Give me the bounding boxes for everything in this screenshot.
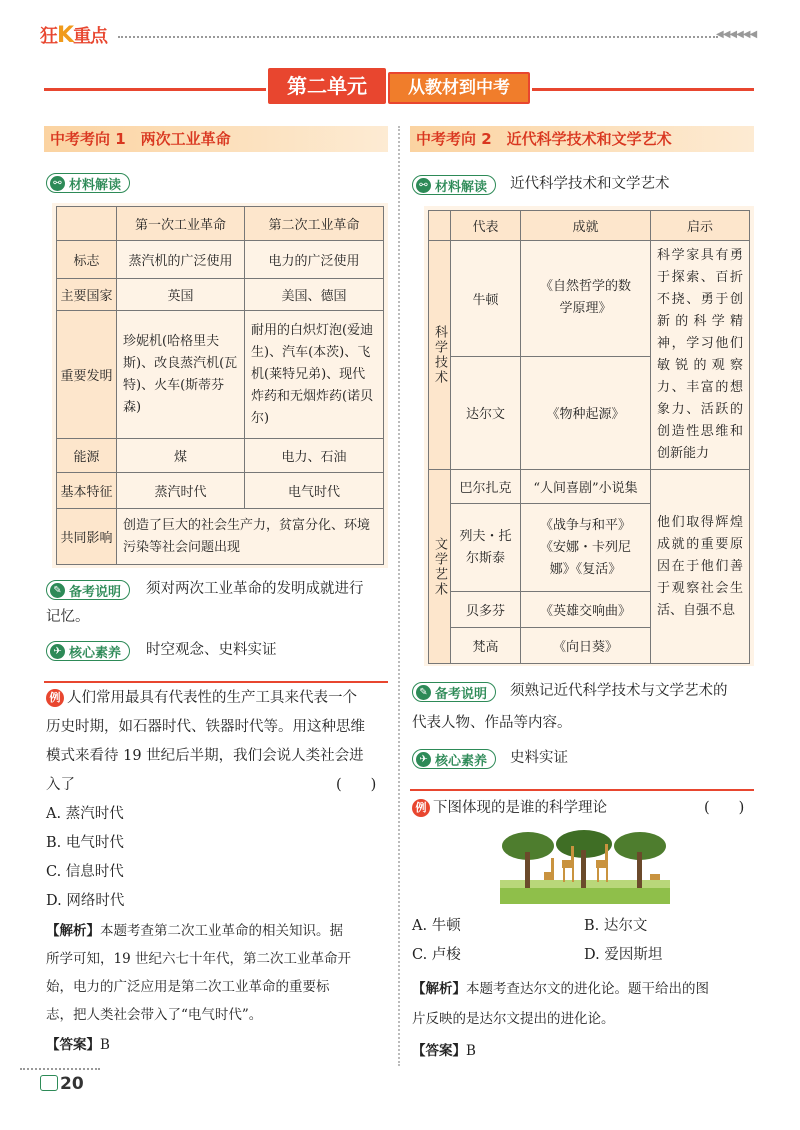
right-option-c[interactable]: C. 卢梭 — [412, 947, 461, 963]
table-cell: 蒸汽机的广泛使用 — [117, 241, 245, 279]
option-c[interactable]: C. 信息时代 — [46, 864, 124, 880]
table-cell: 《自然哲学的数学原理》 — [521, 241, 651, 357]
row-label: 基本特征 — [57, 473, 117, 509]
example-icon: 例 — [412, 799, 430, 817]
group-science: 科学技术 — [429, 241, 451, 470]
science-arts-table — [428, 210, 750, 664]
giraffe-trees-illustration — [500, 830, 670, 904]
unit-rule-right — [532, 88, 754, 91]
book-icon — [40, 1075, 58, 1091]
left-question-line1: 例 人们常用最具有代表性的生产工具来代表一个 — [46, 684, 357, 713]
left-note-tag: ✎ 备考说明 — [46, 580, 130, 600]
right-answer: 【答案】B — [412, 1043, 476, 1059]
table-cell: 煤 — [117, 439, 245, 473]
header-dotted-line — [118, 36, 718, 38]
right-analysis-line1: 【解析】本题考查达尔文的进化论。题干给出的图 — [412, 981, 709, 997]
right-note-line2: 代表人物、作品等内容。 — [412, 715, 572, 731]
table-cell: 梵高 — [451, 628, 521, 664]
insight-arts: 他们取得辉煌成就的重要原因在于他们善于观察社会生活、自强不息 — [651, 470, 750, 664]
column-divider — [398, 126, 400, 1066]
table-cell: 牛顿 — [451, 241, 521, 357]
left-section-title: 中考考向 1 两次工业革命 — [44, 126, 388, 152]
right-option-a[interactable]: A. 牛顿 — [412, 918, 461, 934]
right-note-line1: 须熟记近代科学技术与文学艺术的 — [510, 683, 728, 699]
satellite-icon: ✈ — [416, 752, 431, 767]
header-arrows-icon: ◀◀◀◀◀◀ — [716, 29, 757, 40]
right-analysis-line2: 片反映的是达尔文提出的进化论。 — [412, 1011, 615, 1027]
unit-subtitle: 从教材到中考 — [388, 72, 530, 104]
col-header-first: 第一次工业革命 — [117, 207, 245, 241]
info-icon: ✎ — [416, 685, 431, 700]
right-example-rule — [410, 789, 754, 791]
table-cell: 英国 — [117, 279, 245, 311]
table-cell: 蒸汽时代 — [117, 473, 245, 509]
table-cell: 耐用的白炽灯泡(爱迪生)、汽车(本茨)、飞机(莱特兄弟)、现代炸药和无烟炸药(诺贝尔) — [245, 311, 384, 439]
right-option-b[interactable]: B. 达尔文 — [584, 918, 648, 934]
left-question-line3: 模式来看待 19 世纪后半期，我们会说人类社会进 — [46, 748, 364, 764]
right-material-text: 近代科学技术和文学艺术 — [510, 176, 670, 192]
table-cell: 达尔文 — [451, 356, 521, 469]
col-header-second: 第二次工业革命 — [245, 207, 384, 241]
table-cell: 《战争与和平》《安娜・卡列尼娜》《复活》 — [521, 504, 651, 592]
option-a[interactable]: A. 蒸汽时代 — [46, 806, 124, 822]
right-note-tag: ✎ 备考说明 — [412, 682, 496, 702]
left-answer-bracket: ( ) — [336, 777, 377, 793]
satellite-icon: ✈ — [50, 644, 65, 659]
left-analysis-line1: 【解析】本题考查第二次工业革命的相关知识。据 — [46, 923, 343, 939]
left-core-tag: ✈ 核心素养 — [46, 641, 130, 661]
brand-logo: 狂K重点 — [40, 23, 108, 48]
link-icon: ⚯ — [50, 176, 65, 191]
table-cell: 《向日葵》 — [521, 628, 651, 664]
row-label: 重要发明 — [57, 311, 117, 439]
right-answer-bracket: ( ) — [704, 800, 745, 816]
example-icon: 例 — [46, 689, 64, 707]
table-cell: 《物种起源》 — [521, 356, 651, 469]
table-corner — [429, 211, 451, 241]
unit-rule-left — [44, 88, 266, 91]
footer-dotted-line — [20, 1068, 100, 1070]
table-cell: 贝多芬 — [451, 592, 521, 628]
right-core-tag: ✈ 核心素养 — [412, 749, 496, 769]
row-label: 能源 — [57, 439, 117, 473]
left-answer: 【答案】B — [46, 1037, 110, 1053]
col-header-rep: 代表 — [451, 211, 521, 241]
table-cell: 电力、石油 — [245, 439, 384, 473]
left-question-line4: 入了 — [46, 777, 75, 793]
info-icon: ✎ — [50, 583, 65, 598]
row-label: 标志 — [57, 241, 117, 279]
left-analysis-line4: 志，把人类社会带入了“电气时代”。 — [46, 1007, 263, 1023]
col-header-achv: 成就 — [521, 211, 651, 241]
col-header-insight: 启示 — [651, 211, 750, 241]
left-analysis-line3: 始，电力的广泛应用是第二次工业革命的重要标 — [46, 979, 330, 995]
right-core-text: 史料实证 — [510, 750, 568, 766]
insight-science: 科学家具有勇于探索、百折不挠、勇于创新的科学精神，学习他们敏锐的观察力、丰富的想象力、活跃的创造性思维和创新能力 — [651, 241, 750, 470]
left-analysis-line2: 所学可知，19 世纪六七十年代，第二次工业革命开 — [46, 951, 351, 967]
left-note-line1: 须对两次工业革命的发明成就进行 — [146, 581, 364, 597]
right-section-title: 中考考向 2 近代科学技术和文学艺术 — [410, 126, 754, 152]
link-icon: ⚯ — [416, 178, 431, 193]
row-label: 共同影响 — [57, 509, 117, 565]
table-cell-merged: 创造了巨大的社会生产力，贫富分化、环境污染等社会问题出现 — [117, 509, 384, 565]
unit-title: 第二单元 — [268, 68, 386, 104]
table-cell: 美国、德国 — [245, 279, 384, 311]
industrial-revolution-table — [56, 206, 384, 565]
page-number: 20 — [40, 1074, 84, 1094]
group-arts: 文学艺术 — [429, 470, 451, 664]
right-material-tag: ⚯ 材料解读 — [412, 175, 496, 195]
left-note-line2: 记忆。 — [46, 609, 90, 625]
table-cell: 列夫・托尔斯泰 — [451, 504, 521, 592]
option-d[interactable]: D. 网络时代 — [46, 893, 125, 909]
right-option-d[interactable]: D. 爱因斯坦 — [584, 947, 663, 963]
left-material-tag: ⚯ 材料解读 — [46, 173, 130, 193]
table-cell: “人间喜剧”小说集 — [521, 470, 651, 504]
left-core-text: 时空观念、史料实证 — [146, 642, 277, 658]
right-question: 例 下图体现的是谁的科学理论 — [412, 794, 607, 823]
table-cell: 电气时代 — [245, 473, 384, 509]
row-label: 主要国家 — [57, 279, 117, 311]
table-cell: 巴尔扎克 — [451, 470, 521, 504]
left-question-line2: 历史时期，如石器时代、铁器时代等。用这种思维 — [46, 719, 365, 735]
table-cell: 珍妮机(哈格里夫斯)、改良蒸汽机(瓦特)、火车(斯蒂芬森) — [117, 311, 245, 439]
table-corner — [57, 207, 117, 241]
option-b[interactable]: B. 电气时代 — [46, 835, 124, 851]
table-cell: 电力的广泛使用 — [245, 241, 384, 279]
table-cell: 《英雄交响曲》 — [521, 592, 651, 628]
left-example-rule — [44, 681, 388, 683]
